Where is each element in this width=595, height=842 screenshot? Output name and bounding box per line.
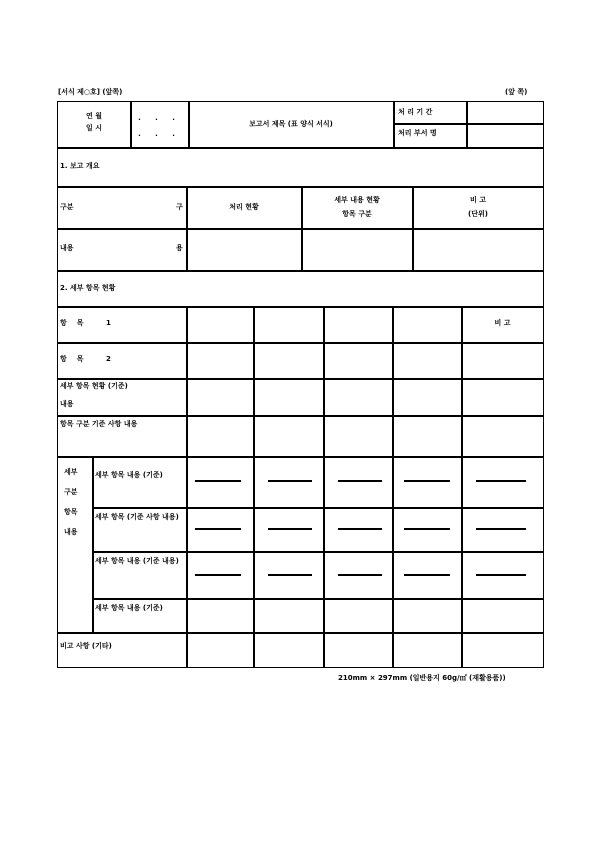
group-row2: 세부 항목 (기준 사항 내용) — [95, 513, 179, 521]
s1-col2-sub: 항목 구분 — [342, 210, 372, 218]
dept-label: 처리 부서 명 — [398, 129, 437, 137]
group-row1: 세부 항목 내용 (기준) — [95, 471, 163, 479]
form-number: [서식 제○호] (앞쪽) — [58, 88, 123, 96]
row3-label: 세부 항목 현황 (기준) — [60, 382, 128, 390]
s1-row2-label: 내용 — [60, 244, 74, 252]
row4-label: 항목 구분 기준 사항 내용 — [60, 420, 138, 428]
paper-size-note: 210mm × 297mm (일반용지 60g/㎡ (재활용품)) — [338, 674, 506, 682]
form-title: 보고서 제목 (표 양식 서식) — [249, 120, 333, 128]
date-label: 연 월 일 시 — [86, 112, 102, 132]
group-label: 세부 구분 항목 내용 — [64, 468, 78, 536]
section1-title: 1. 보고 개요 — [60, 162, 100, 170]
row1-label: 항목 1 — [60, 319, 121, 327]
s1-col3-header: 비 고 — [470, 196, 486, 204]
s1-col3-sub: (단위) — [468, 210, 488, 218]
page-side: (앞 쪽) — [505, 88, 528, 96]
period-label: 처 리 기 간 — [398, 108, 433, 116]
row2-label: 항목 2 — [60, 355, 121, 363]
group-row3: 세부 항목 내용 (기준 내용) — [95, 557, 179, 565]
section2-title: 2. 세부 항목 현황 — [60, 284, 116, 292]
group-row4: 세부 항목 내용 (기준) — [95, 604, 163, 612]
row3-sub: 내용 — [60, 400, 74, 408]
row1-last: 비 고 — [494, 319, 511, 327]
s1-col2-header: 세부 내용 현황 — [334, 196, 380, 204]
last-row-label: 비고 사항 (기타) — [60, 642, 112, 650]
s1-col1-header: 처리 현황 — [229, 203, 259, 211]
date-value: . . . . . . — [138, 114, 181, 138]
s1-row1-label: 구분 — [60, 203, 74, 211]
